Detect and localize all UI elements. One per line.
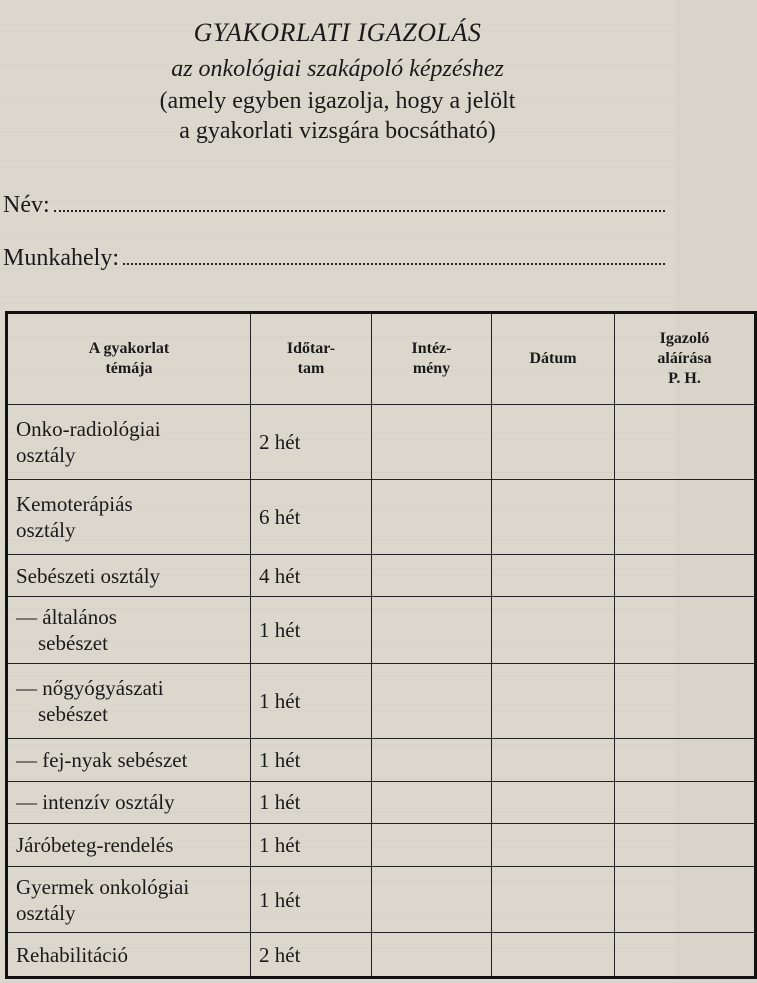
- date-cell[interactable]: [492, 554, 615, 597]
- institution-cell[interactable]: [372, 781, 492, 824]
- table-row: [7, 781, 756, 824]
- name-field[interactable]: [3, 192, 665, 219]
- date-cell[interactable]: [492, 479, 615, 554]
- duration-cell: 1 hét: [251, 866, 372, 933]
- topic-cell: Onko-radiológiai osztály: [7, 405, 251, 480]
- table-row: [7, 664, 756, 739]
- practice-table: [5, 311, 757, 979]
- workplace-dotted-line[interactable]: [123, 245, 665, 265]
- document-note-line-2: a gyakorlati vizsgára bocsátható): [179, 118, 496, 144]
- signature-cell[interactable]: [615, 664, 756, 739]
- table-row: [7, 597, 756, 664]
- signature-cell[interactable]: [615, 781, 756, 824]
- signature-cell[interactable]: [615, 933, 756, 978]
- topic-cell: — fej-nyak sebészet: [7, 739, 251, 782]
- document-title: GYAKORLATI IGAZOLÁS: [193, 18, 482, 47]
- topic-cell: — általános sebészet: [7, 597, 251, 664]
- table-row: [7, 405, 756, 480]
- table-row: [7, 824, 756, 867]
- institution-cell[interactable]: [372, 824, 492, 867]
- institution-cell[interactable]: [372, 866, 492, 933]
- header-topic: A gyakorlat témája: [7, 313, 251, 405]
- table-row: [7, 554, 756, 597]
- duration-cell: 1 hét: [251, 781, 372, 824]
- signature-cell[interactable]: [615, 405, 756, 480]
- duration-cell: 1 hét: [251, 597, 372, 664]
- topic-cell: Kemoterápiás osztály: [7, 479, 251, 554]
- date-cell[interactable]: [492, 405, 615, 480]
- institution-cell[interactable]: [372, 405, 492, 480]
- duration-cell: 2 hét: [251, 933, 372, 978]
- signature-cell[interactable]: [615, 866, 756, 933]
- document-subtitle: az onkológiai szakápoló képzéshez: [171, 56, 504, 82]
- signature-cell[interactable]: [615, 554, 756, 597]
- signature-cell[interactable]: [615, 824, 756, 867]
- topic-cell: Rehabilitáció: [7, 933, 251, 978]
- header-date: Dátum: [492, 313, 615, 405]
- header-institution: Intéz- mény: [372, 313, 492, 405]
- date-cell[interactable]: [492, 664, 615, 739]
- institution-cell[interactable]: [372, 554, 492, 597]
- header-duration: Időtar- tam: [251, 313, 372, 405]
- signature-cell[interactable]: [615, 739, 756, 782]
- institution-cell[interactable]: [372, 597, 492, 664]
- topic-cell: — intenzív osztály: [7, 781, 251, 824]
- duration-cell: 4 hét: [251, 554, 372, 597]
- duration-cell: 2 hét: [251, 405, 372, 480]
- duration-cell: 6 hét: [251, 479, 372, 554]
- name-dotted-line[interactable]: [54, 192, 665, 212]
- topic-cell: — nőgyógyászati sebészet: [7, 664, 251, 739]
- header-signature: Igazoló aláírása P. H.: [615, 313, 756, 405]
- table-header-row: [7, 313, 756, 405]
- date-cell[interactable]: [492, 739, 615, 782]
- signature-cell[interactable]: [615, 479, 756, 554]
- table-row: [7, 933, 756, 978]
- duration-cell: 1 hét: [251, 824, 372, 867]
- table-row: [7, 739, 756, 782]
- workplace-label: Munkahely:: [3, 245, 119, 271]
- date-cell[interactable]: [492, 597, 615, 664]
- topic-cell: Sebészeti osztály: [7, 554, 251, 597]
- table-row: [7, 866, 756, 933]
- date-cell[interactable]: [492, 824, 615, 867]
- topic-cell: Gyermek onkológiai osztály: [7, 866, 251, 933]
- workplace-field[interactable]: [3, 245, 665, 272]
- date-cell[interactable]: [492, 866, 615, 933]
- topic-cell: Járóbeteg-rendelés: [7, 824, 251, 867]
- duration-cell: 1 hét: [251, 664, 372, 739]
- signature-cell[interactable]: [615, 597, 756, 664]
- institution-cell[interactable]: [372, 739, 492, 782]
- institution-cell[interactable]: [372, 664, 492, 739]
- duration-cell: 1 hét: [251, 739, 372, 782]
- table-row: [7, 479, 756, 554]
- name-label: Név:: [3, 192, 50, 218]
- date-cell[interactable]: [492, 933, 615, 978]
- institution-cell[interactable]: [372, 933, 492, 978]
- date-cell[interactable]: [492, 781, 615, 824]
- institution-cell[interactable]: [372, 479, 492, 554]
- document-note-line-1: (amely egyben igazolja, hogy a jelölt: [159, 88, 516, 114]
